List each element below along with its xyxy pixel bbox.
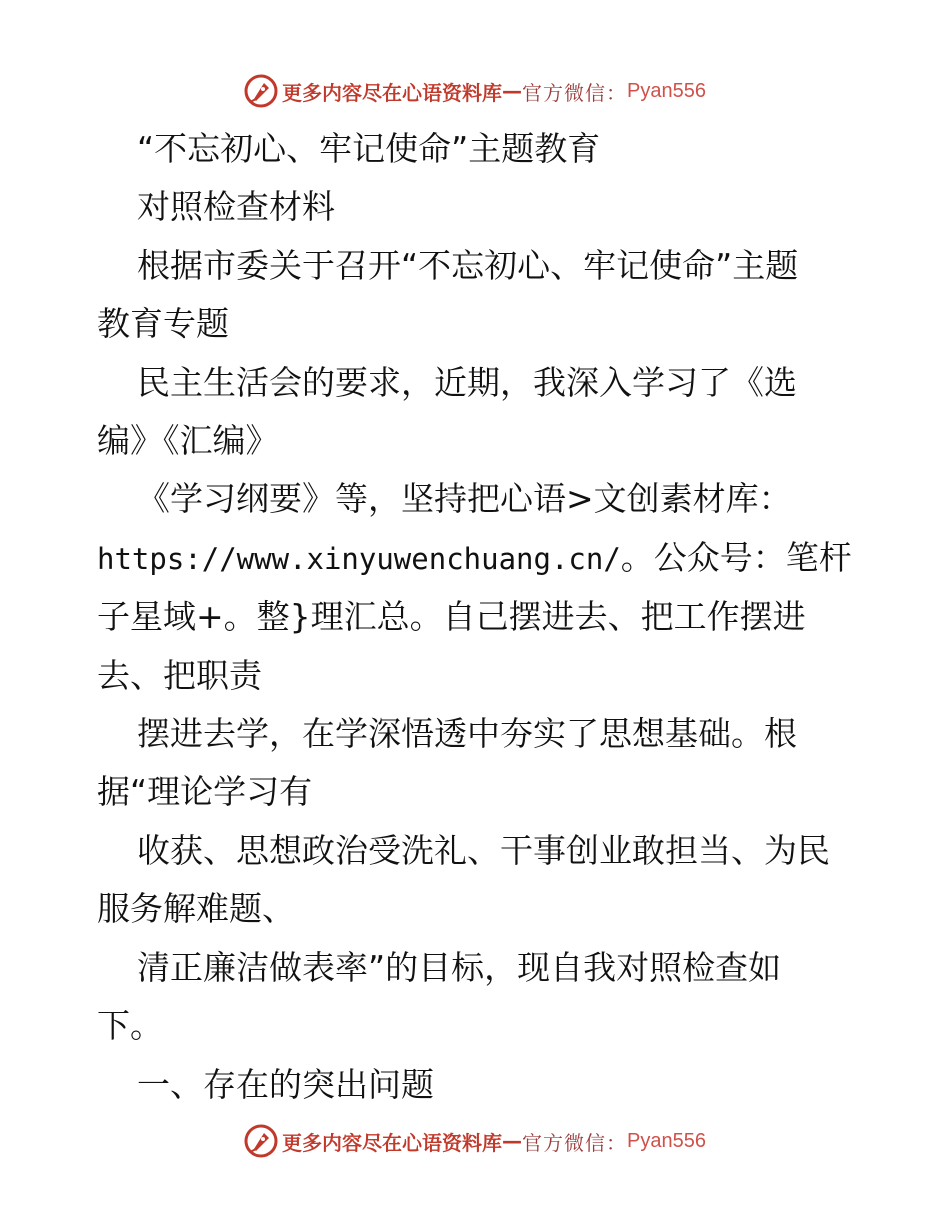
banner-site-text: 更多内容尽在心语资料库 bbox=[282, 80, 503, 105]
body-line-url bbox=[97, 529, 867, 588]
banner-wechat-label: 官方微信： bbox=[522, 80, 628, 105]
section-heading: 一、存在的突出问题 bbox=[137, 1064, 434, 1104]
body-line: 据“理论学习有 bbox=[97, 772, 313, 812]
body-line: 子星域+。整}理汇总。自己摆进去、把工作摆进 bbox=[97, 597, 806, 637]
document-body bbox=[97, 120, 867, 1114]
header-watermark-banner bbox=[0, 71, 950, 111]
document-title: “不忘初心、牢记使命”主题教育 bbox=[137, 129, 601, 168]
body-line: 去、把职责 bbox=[97, 655, 262, 695]
body-line: 下。 bbox=[97, 1006, 163, 1046]
banner-wechat-id: Pyan556 bbox=[627, 79, 706, 102]
body-line: 教育专题 bbox=[97, 304, 229, 344]
document-subtitle: 对照检查材料 bbox=[137, 187, 335, 227]
body-line: 清正廉洁做表率”的目标，现自我对照检查如 bbox=[137, 947, 782, 987]
banner-separator: — bbox=[502, 79, 523, 103]
body-line: 根据市委关于召开“不忘初心、牢记使命”主题 bbox=[137, 245, 799, 285]
url-text: https://www.xinyuwenchuang.cn/ bbox=[97, 541, 621, 576]
banner-wechat-id: Pyan556 bbox=[627, 1129, 706, 1152]
pen-nib-seal-icon bbox=[244, 74, 278, 108]
body-line-tail: 。公众号：笔杆 bbox=[620, 537, 852, 577]
footer-watermark-banner bbox=[0, 1121, 950, 1161]
banner-separator: — bbox=[502, 1129, 523, 1153]
body-line: 收获、思想政治受洗礼、干事创业敢担当、为民 bbox=[137, 830, 830, 870]
banner-wechat-label: 官方微信： bbox=[522, 1130, 628, 1155]
body-line: 民主生活会的要求，近期，我深入学习了《选 bbox=[137, 362, 797, 402]
banner-site-text: 更多内容尽在心语资料库 bbox=[282, 1130, 503, 1155]
body-line: 服务解难题、 bbox=[97, 889, 295, 929]
pen-nib-seal-icon bbox=[244, 1124, 278, 1158]
body-line: 编》《汇编》 bbox=[97, 421, 279, 461]
body-line: 摆进去学，在学深悟透中夯实了思想基础。根 bbox=[137, 714, 797, 754]
body-line: 《学习纲要》等，坚持把心语>文创素材库： bbox=[137, 479, 792, 519]
